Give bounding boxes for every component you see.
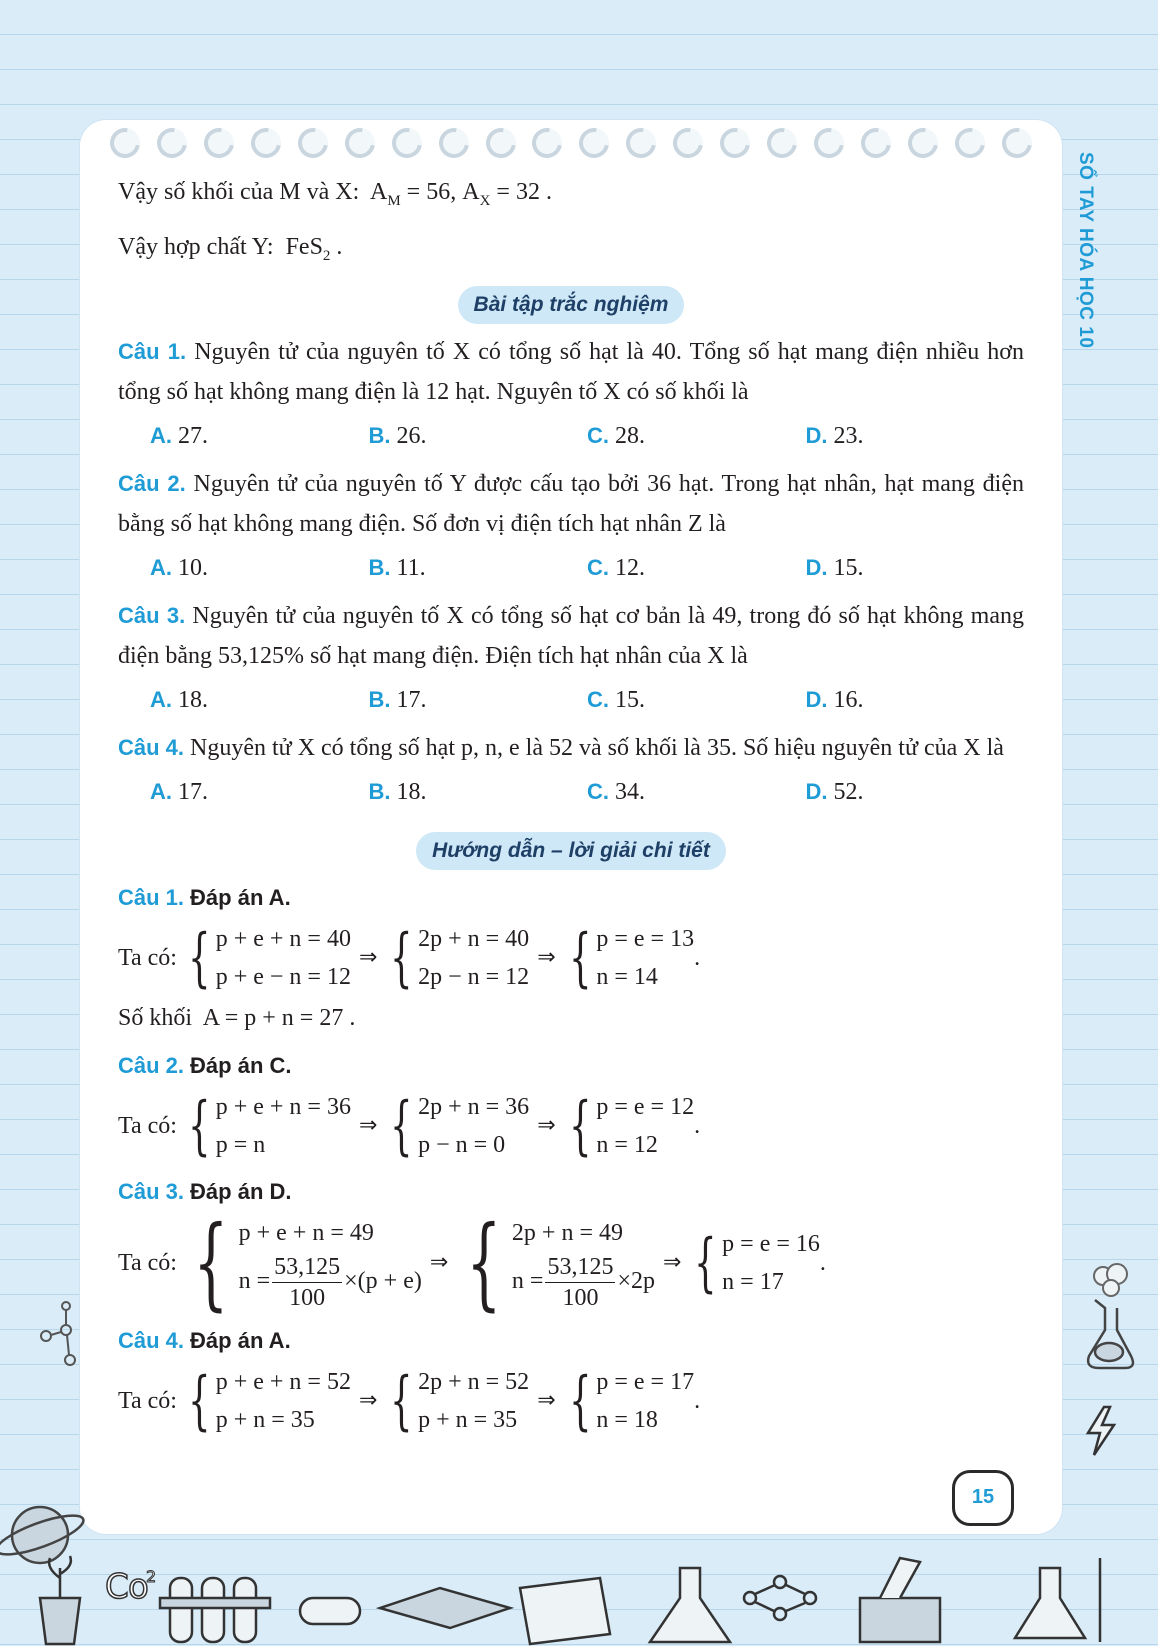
svg-text:o: o	[128, 1567, 149, 1607]
answer-option: A. 27.	[150, 422, 208, 449]
question-text: Nguyên tử của nguyên tố X có tổng số hạt là 40. Tổng số hạt mang điện nhiều hơn tổng số hạt không mang điện là 12 hạt. Nguyên tố X có số khối là	[118, 338, 1024, 405]
answer-option: C. 34.	[587, 778, 645, 805]
question-label: Câu 3.	[118, 602, 186, 628]
answer-option: D. 52.	[805, 778, 864, 805]
answer-option: C. 12.	[587, 554, 645, 581]
question-2	[118, 464, 1024, 544]
intro-line-2: Vậy hợp chất Y: FeS$_2$ .	[118, 233, 343, 264]
question-text: Nguyên tử của nguyên tố Y được cấu tạo bởi 36 hạt. Trong hạt nhân, hạt mang điện bằng số hạt không mang điện. Số đơn vị điện tích hạt nhân Z là	[118, 470, 1024, 537]
question-4	[118, 728, 1024, 768]
page-number: 15	[952, 1470, 1014, 1526]
solution-1-mass-number: Số khối A = p + n = 27 .	[118, 1004, 356, 1031]
question-1	[118, 332, 1024, 412]
question-3	[118, 596, 1024, 676]
answer-options	[118, 416, 1024, 456]
solution-4-heading: Câu 4. Đáp án A.	[118, 1327, 291, 1353]
answer-option: B. 18.	[368, 778, 427, 805]
svg-text:C: C	[105, 1567, 129, 1607]
svg-text:2: 2	[146, 1567, 157, 1586]
solution-3-system: Ta có: { p + e + n = 49 n = $\frac{53,125}{100}$ ×(p + e) ⇒ { 2p + n = 49 n = $\frac{53,125}{100}$ ×2p ⇒ { p = e = 16 n = 17 .	[118, 1204, 826, 1322]
answer-option: A. 10.	[150, 554, 208, 581]
answer-option: C. 15.	[587, 686, 645, 713]
answer-options	[118, 680, 1024, 720]
question-label: Câu 1.	[118, 338, 187, 364]
answer-option: A. 18.	[150, 686, 208, 713]
solution-1-heading: Câu 1. Đáp án A.	[118, 884, 291, 910]
answer-option: C. 28.	[587, 422, 645, 449]
intro-line-1: Vậy số khối của M và X: $A_M = 56$, $A_X = 32$ .	[118, 179, 552, 209]
question-text: Nguyên tử X có tổng số hạt p, n, e là 52 và số khối là 35. Số hiệu nguyên tử của X là	[190, 734, 1004, 761]
question-label: Câu 4.	[118, 734, 185, 760]
question-label: Câu 2.	[118, 470, 186, 496]
lab-equipment-illustration	[0, 1538, 1158, 1646]
answer-option: D. 15.	[805, 554, 864, 581]
lightning-icon	[1082, 1405, 1118, 1457]
answer-option: B. 11.	[368, 554, 426, 581]
answer-option: A. 17.	[150, 778, 208, 805]
section-practice-heading: Bài tập trắc nghiệm	[458, 286, 685, 324]
answer-option: B. 26.	[368, 422, 427, 449]
answer-options	[118, 772, 1024, 812]
solution-2-system: Ta có: { p + e + n = 36 p = n ⇒ { 2p + n = 36 p − n = 0 ⇒ { p = e = 12 n = 12 .	[118, 1088, 701, 1163]
answer-option: D. 16.	[805, 686, 864, 713]
solution-3-heading: Câu 3. Đáp án D.	[118, 1178, 292, 1204]
page-content	[118, 172, 1024, 1441]
molecule-icon	[36, 1300, 96, 1370]
answer-options	[118, 548, 1024, 588]
answer-option: B. 17.	[368, 686, 427, 713]
question-text: Nguyên tử của nguyên tố X có tổng số hạt cơ bản là 49, trong đó số hạt không mang điện bằng 53,125% số hạt mang điện. Điện tích hạt nhân của X là	[118, 602, 1024, 669]
notebook-rings	[110, 128, 1032, 162]
book-side-title: SỔ TAY HÓA HỌC 10	[1075, 152, 1096, 349]
answer-option: D. 23.	[805, 422, 864, 449]
section-solution-heading: Hướng dẫn – lời giải chi tiết	[416, 832, 726, 870]
solution-1-system: Ta có: { p + e + n = 40 p + e − n = 12 ⇒ { 2p + n = 40 2p − n = 12 ⇒ { p = e = 13 n = 14 .	[118, 920, 701, 995]
solution-2-heading: Câu 2. Đáp án C.	[118, 1052, 292, 1078]
flask-icon	[1075, 1260, 1145, 1380]
solution-4-system: Ta có: { p + e + n = 52 p + n = 35 ⇒ { 2p + n = 52 p + n = 35 ⇒ { p = e = 17 n = 18 .	[118, 1363, 701, 1438]
